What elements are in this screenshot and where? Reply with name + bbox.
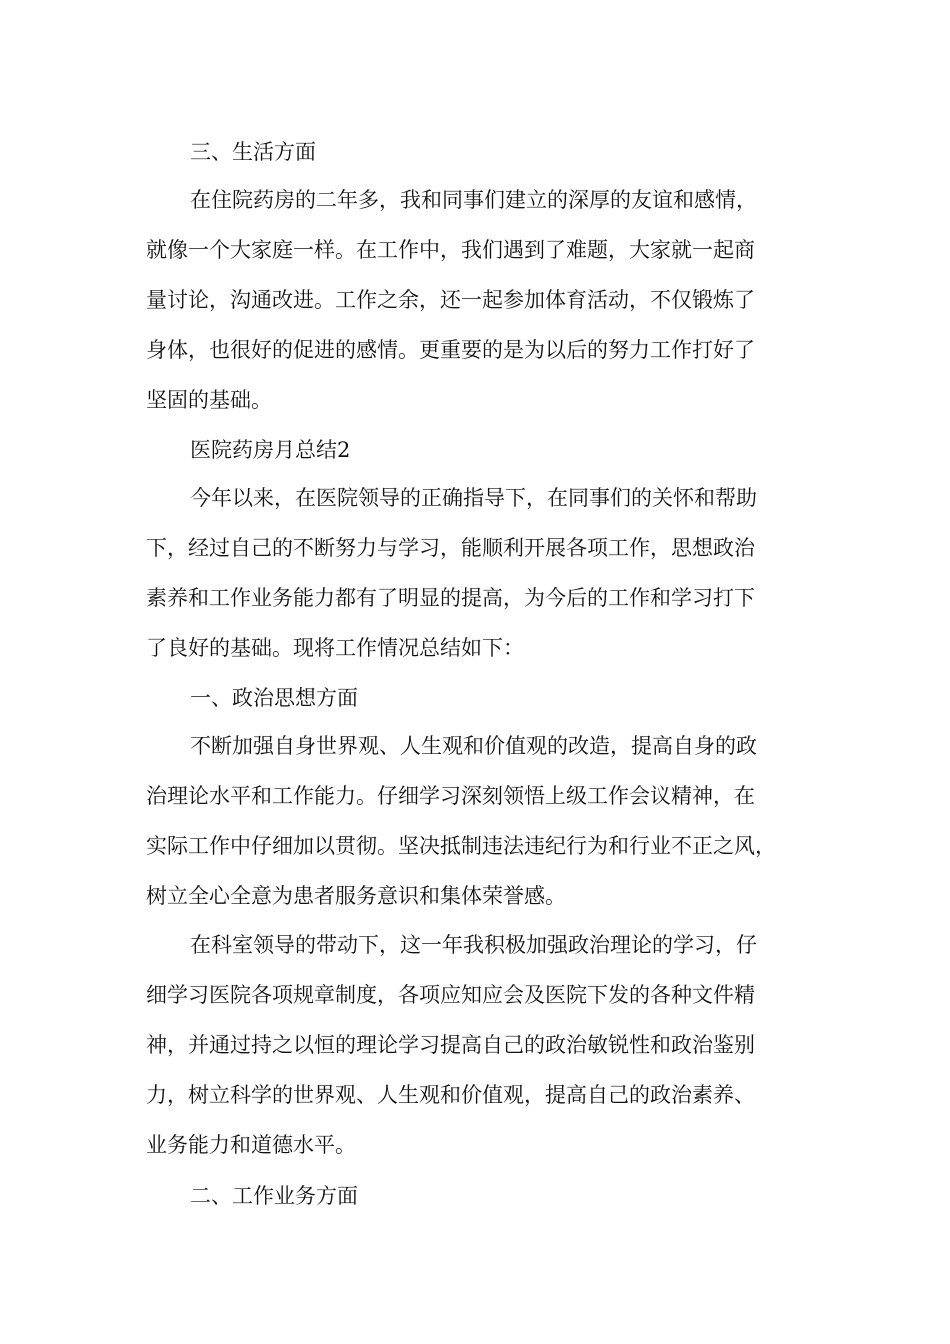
- paragraph-line: 在科室领导的带动下，这一年我积极加强政治理论的学习，仔: [190, 933, 757, 957]
- paragraph-line: 治理论水平和工作能力。仔细学习深刻领悟上级工作会议精神，在: [146, 784, 755, 808]
- paragraph-politics-2: [146, 920, 816, 1170]
- paragraph-line: 了良好的基础。现将工作情况总结如下：: [146, 636, 524, 660]
- paragraph-life: [146, 175, 816, 425]
- paragraph-line: 今年以来，在医院领导的正确指导下，在同事们的关怀和帮助: [190, 486, 757, 510]
- paragraph-line: 树立全心全意为患者服务意识和集体荣誉感。: [146, 884, 566, 908]
- paragraph-intro: [146, 473, 816, 673]
- paragraph-line: 不断加强自身世界观、人生观和价值观的改造，提高自身的政: [190, 734, 757, 758]
- paragraph-line: 下，经过自己的不断努力与学习，能顺利开展各项工作，思想政治: [146, 536, 755, 560]
- paragraph-line: 细学习医院各项规章制度，各项应知应会及医院下发的各种文件精: [146, 983, 755, 1007]
- section-heading-work: 二、工作业务方面: [190, 1184, 358, 1208]
- paragraph-line: 神，并通过持之以恒的理论学习提高自己的政治敏锐性和政治鉴别: [146, 1033, 755, 1057]
- paragraph-line: 实际工作中仔细加以贯彻。坚决抵制违法违纪行为和行业不正之风，: [146, 834, 776, 858]
- paragraph-line: 量讨论，沟通改进。工作之余，还一起参加体育活动，不仅锻炼了: [146, 288, 755, 312]
- paragraph-line: 在住院药房的二年多，我和同事们建立的深厚的友谊和感情，: [190, 188, 757, 212]
- section-heading-life: 三、生活方面: [190, 140, 316, 164]
- paragraph-line: 就像一个大家庭一样。在工作中，我们遇到了难题，大家就一起商: [146, 238, 755, 262]
- section-heading-politics: 一、政治思想方面: [190, 686, 358, 710]
- paragraph-line: 身体，也很好的促进的感情。更重要的是为以后的努力工作打好了: [146, 338, 755, 362]
- paragraph-line: 业务能力和道德水平。: [146, 1133, 356, 1157]
- paragraph-line: 力，树立科学的世界观、人生观和价值观，提高自己的政治素养、: [146, 1083, 755, 1107]
- document-title-summary-2: 医院药房月总结2: [190, 438, 351, 462]
- paragraph-line: 素养和工作业务能力都有了明显的提高，为今后的工作和学习打下: [146, 586, 755, 610]
- paragraph-politics-1: [146, 721, 816, 921]
- paragraph-line: 坚固的基础。: [146, 388, 272, 412]
